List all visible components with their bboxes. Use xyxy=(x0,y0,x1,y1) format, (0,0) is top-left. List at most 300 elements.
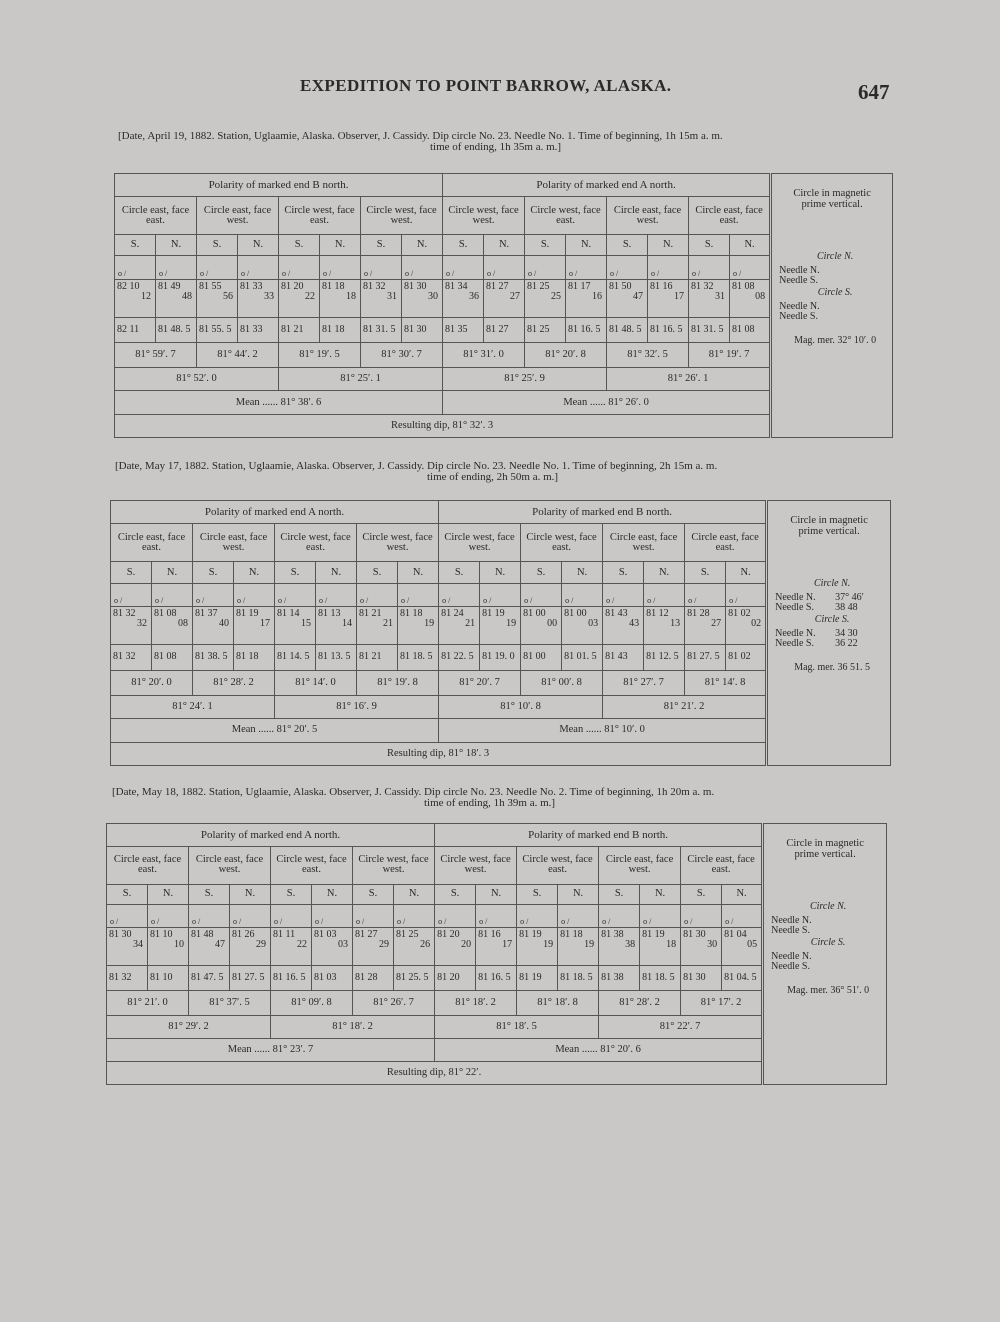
reading-first: 81 24 xyxy=(441,607,464,619)
circle-s-needle-s xyxy=(779,312,891,322)
reading-first: 81 25 xyxy=(396,929,419,941)
average-cell: 81 22. 5 xyxy=(439,645,480,670)
deg-min-marker: o / xyxy=(107,905,148,928)
average-cell: 81 27. 5 xyxy=(685,645,726,670)
reading-first: 81 03 xyxy=(314,929,337,941)
reading-first: 81 13 xyxy=(318,607,341,619)
face-header-right: Circle west, face west. xyxy=(435,846,517,884)
average-cell: 81 18. 5 xyxy=(558,965,599,990)
reading-first: 81 26 xyxy=(232,929,255,941)
reading-cell xyxy=(152,606,193,644)
reading-second: 19 xyxy=(584,939,595,951)
average-cell: 81 18. 5 xyxy=(640,965,681,990)
deg-min-marker: o / xyxy=(353,905,394,928)
sn-header: N. xyxy=(476,884,517,905)
resulting-dip: Resulting dip, 81° 32′. 3 xyxy=(115,414,771,437)
deg-min-marker: o / xyxy=(357,583,398,606)
circle-n-needle-s-value: 38 48 xyxy=(835,602,858,613)
reading-second: 34 xyxy=(133,939,143,951)
combined-cell: 81° 19′. 8 xyxy=(357,670,439,695)
reading-second: 15 xyxy=(301,617,311,629)
reading-second: 13 xyxy=(670,617,681,629)
face-header-left: Circle west, face west. xyxy=(357,524,439,562)
reading-second: 14 xyxy=(342,617,352,629)
deg-min-marker: o / xyxy=(648,256,689,279)
deg-min-marker: o / xyxy=(361,256,402,279)
reading-cell xyxy=(279,279,320,317)
polarity-left: Polarity of marked end A north. xyxy=(107,824,435,847)
deg-min-marker: o / xyxy=(484,256,525,279)
deg-min-marker: o / xyxy=(230,905,271,928)
deg-min-marker: o / xyxy=(689,256,730,279)
reading-second: 40 xyxy=(219,617,229,629)
sn-header: S. xyxy=(353,884,394,905)
reading-second: 20 xyxy=(461,939,472,951)
average-cell: 81 19 xyxy=(517,965,558,990)
face-header-right: Circle west, face east. xyxy=(525,197,607,235)
reading-cell xyxy=(394,928,435,966)
combined-cell: 81° 32′. 5 xyxy=(607,342,689,367)
circle-s-label: Circle S. xyxy=(817,287,853,298)
deg-min-marker: o / xyxy=(607,256,648,279)
sn-header: N. xyxy=(648,235,689,256)
reading-second: 22 xyxy=(305,290,315,302)
sn-header: S. xyxy=(115,235,156,256)
average-cell: 81 27 xyxy=(484,317,525,342)
reading-cell xyxy=(230,928,271,966)
reading-first: 81 50 xyxy=(609,280,632,292)
caption-line-1: [Date, April 19, 1882. Station, Uglaamie, Alaska. Observer, J. Cassidy. Dip circle No. 23. Needle No. 1. Time of beginning, 1h 15m a. m. xyxy=(118,130,723,142)
reading-cell xyxy=(275,606,316,644)
reading-cell xyxy=(722,928,763,966)
average-cell: 81 18 xyxy=(234,645,275,670)
block-caption xyxy=(115,461,717,483)
reading-cell xyxy=(238,279,279,317)
sn-header: N. xyxy=(562,562,603,583)
circle-s-label: Circle S. xyxy=(814,614,850,625)
reading-second: 31 xyxy=(715,290,726,302)
deg-min-marker: o / xyxy=(517,905,558,928)
polarity-right: Polarity of marked end B north. xyxy=(439,501,767,524)
sn-header: S. xyxy=(603,562,644,583)
deg-min-marker: o / xyxy=(443,256,484,279)
reading-cell xyxy=(562,606,603,644)
combined-cell: 81° 21′. 0 xyxy=(107,990,189,1015)
circle-s-needle-n-label: Needle N. xyxy=(775,628,816,639)
reading-cell xyxy=(607,279,648,317)
reading-second: 21 xyxy=(383,617,393,629)
face-header-right: Circle east, face west. xyxy=(607,197,689,235)
average-cell: 81 16. 5 xyxy=(566,317,607,342)
deg-min-marker: o / xyxy=(275,583,316,606)
reading-second: 48 xyxy=(182,290,192,302)
sn-header: N. xyxy=(238,235,279,256)
deg-min-marker: o / xyxy=(189,905,230,928)
reading-first: 81 17 xyxy=(568,280,591,292)
deg-min-marker: o / xyxy=(152,583,193,606)
reading-second: 19 xyxy=(543,939,554,951)
reading-second: 27 xyxy=(711,617,722,629)
reading-second: 31 xyxy=(387,290,397,302)
circle-s-needle-s xyxy=(771,962,885,972)
circle-n-needle-s-label: Needle S. xyxy=(771,925,810,936)
pair-mean-cell: 81° 29′. 2 xyxy=(107,1016,271,1039)
average-cell: 81 25. 5 xyxy=(394,965,435,990)
average-cell: 81 35 xyxy=(443,317,484,342)
dip-table xyxy=(106,823,886,1085)
average-cell: 81 03 xyxy=(312,965,353,990)
reading-second: 03 xyxy=(588,617,599,629)
reading-second: 18 xyxy=(346,290,356,302)
circle-s-needle-s-label: Needle S. xyxy=(771,961,810,972)
mag-mer: Mag. mer. 36° 51′. 0 xyxy=(787,985,870,996)
reading-first: 81 32 xyxy=(691,280,714,292)
reading-second: 26 xyxy=(420,939,431,951)
average-cell: 81 43 xyxy=(603,645,644,670)
deg-min-marker: o / xyxy=(480,583,521,606)
deg-min-marker: o / xyxy=(402,256,443,279)
reading-second: 33 xyxy=(264,290,274,302)
sn-header: N. xyxy=(644,562,685,583)
reading-first: 81 18 xyxy=(322,280,345,292)
circle-n-needle-s xyxy=(779,276,891,286)
pair-mean-cell: 81° 10′. 8 xyxy=(439,696,603,719)
reading-cell xyxy=(115,279,156,317)
circle-n-label: Circle N. xyxy=(813,578,851,589)
reading-second: 02 xyxy=(751,617,762,629)
reading-first: 82 10 xyxy=(117,280,140,292)
sn-header: S. xyxy=(197,235,238,256)
reading-cell xyxy=(689,279,730,317)
mag-body xyxy=(769,579,889,673)
reading-cell xyxy=(648,279,689,317)
face-header-left: Circle east, face west. xyxy=(193,524,275,562)
reading-first: 81 18 xyxy=(560,929,583,941)
face-header-right: Circle east, face east. xyxy=(681,846,763,884)
reading-second: 30 xyxy=(428,290,439,302)
face-header-right: Circle east, face east. xyxy=(685,524,767,562)
reading-second: 19 xyxy=(424,617,435,629)
face-header-left: Circle east, face east. xyxy=(107,846,189,884)
reading-second: 16 xyxy=(592,290,603,302)
reading-cell xyxy=(439,606,480,644)
reading-second: 03 xyxy=(338,939,348,951)
face-header-left: Circle east, face west. xyxy=(189,846,271,884)
reading-cell xyxy=(271,928,312,966)
sn-header: N. xyxy=(312,884,353,905)
reading-first: 81 14 xyxy=(277,607,300,619)
average-cell: 81 16. 5 xyxy=(648,317,689,342)
sn-header: S. xyxy=(521,562,562,583)
average-cell: 81 18. 5 xyxy=(398,645,439,670)
sn-header: S. xyxy=(361,235,402,256)
reading-cell xyxy=(443,279,484,317)
caption-line-2: time of ending, 2h 50m a. m.] xyxy=(427,471,559,483)
mag-mer: Mag. mer. 32° 10′. 0 xyxy=(794,335,877,346)
resulting-dip: Resulting dip, 81° 22′. xyxy=(107,1061,763,1084)
caption-line-2: time of ending, 1h 35m a. m.] xyxy=(430,141,562,153)
sn-header: N. xyxy=(320,235,361,256)
circle-n-needle-n-value: 37° 46′ xyxy=(835,592,864,603)
sn-header: N. xyxy=(640,884,681,905)
average-cell: 81 12. 5 xyxy=(644,645,685,670)
reading-first: 81 19 xyxy=(236,607,259,619)
sn-header: S. xyxy=(599,884,640,905)
reading-first: 81 19 xyxy=(519,929,542,941)
reading-cell xyxy=(361,279,402,317)
average-cell: 81 14. 5 xyxy=(275,645,316,670)
sn-header: S. xyxy=(607,235,648,256)
face-header-left: Circle west, face west. xyxy=(361,197,443,235)
average-cell: 81 31. 5 xyxy=(689,317,730,342)
reading-first: 81 00 xyxy=(564,607,587,619)
average-cell: 81 13. 5 xyxy=(316,645,357,670)
combined-cell: 81° 18′. 2 xyxy=(435,990,517,1015)
average-cell: 81 20 xyxy=(435,965,476,990)
sn-header: N. xyxy=(234,562,275,583)
reading-second: 17 xyxy=(502,939,513,951)
average-cell: 81 08 xyxy=(152,645,193,670)
sn-header: N. xyxy=(566,235,607,256)
resulting-dip: Resulting dip, 81° 18′. 3 xyxy=(111,742,767,765)
deg-min-marker: o / xyxy=(312,905,353,928)
circle-n-label: Circle N. xyxy=(809,901,847,912)
deg-min-marker: o / xyxy=(398,583,439,606)
deg-min-marker: o / xyxy=(640,905,681,928)
deg-min-marker: o / xyxy=(644,583,685,606)
reading-first: 81 04 xyxy=(724,929,747,941)
pair-mean-cell: 81° 25′. 1 xyxy=(279,368,443,391)
deg-min-marker: o / xyxy=(279,256,320,279)
reading-first: 81 19 xyxy=(482,607,505,619)
reading-second: 25 xyxy=(551,290,562,302)
sn-header: N. xyxy=(484,235,525,256)
mean-left: Mean ...... 81° 38′. 6 xyxy=(115,391,443,414)
sn-header: N. xyxy=(316,562,357,583)
face-header-left: Circle west, face west. xyxy=(353,846,435,884)
reading-cell xyxy=(525,279,566,317)
combined-cell: 81° 20′. 0 xyxy=(111,670,193,695)
average-cell: 81 25 xyxy=(525,317,566,342)
reading-second: 29 xyxy=(256,939,266,951)
reading-cell xyxy=(189,928,230,966)
average-cell: 81 01. 5 xyxy=(562,645,603,670)
reading-second: 18 xyxy=(666,939,677,951)
reading-first: 81 32 xyxy=(113,607,136,619)
circle-n-needle-n-label: Needle N. xyxy=(771,915,812,926)
circle-n-needle-s xyxy=(771,926,885,936)
sn-header: N. xyxy=(722,884,763,905)
sn-header: S. xyxy=(111,562,152,583)
circle-s-needle-n-label: Needle N. xyxy=(779,301,820,312)
reading-second: 32 xyxy=(137,617,147,629)
sn-header: N. xyxy=(394,884,435,905)
average-cell: 81 27. 5 xyxy=(230,965,271,990)
page-title: EXPEDITION TO POINT BARROW, ALASKA. xyxy=(300,76,672,95)
reading-first: 81 28 xyxy=(687,607,710,619)
sn-header: S. xyxy=(689,235,730,256)
combined-cell: 81° 20′. 7 xyxy=(439,670,521,695)
reading-first: 81 19 xyxy=(642,929,665,941)
combined-cell: 81° 17′. 2 xyxy=(681,990,763,1015)
face-header-left: Circle east, face west. xyxy=(197,197,279,235)
mag-header: Circle in magnetic prime vertical. xyxy=(786,838,864,860)
reading-cell xyxy=(156,279,197,317)
page-number: 647 xyxy=(858,80,890,104)
deg-min-marker: o / xyxy=(111,583,152,606)
face-header-right: Circle east, face west. xyxy=(603,524,685,562)
average-cell: 81 16. 5 xyxy=(271,965,312,990)
deg-min-marker: o / xyxy=(685,583,726,606)
deg-min-marker: o / xyxy=(525,256,566,279)
combined-cell: 81° 28′. 2 xyxy=(193,670,275,695)
block-caption xyxy=(118,131,723,153)
reading-first: 81 11 xyxy=(273,929,296,941)
polarity-right: Polarity of marked end A north. xyxy=(443,174,771,197)
deg-min-marker: o / xyxy=(562,583,603,606)
reading-second: 19 xyxy=(506,617,517,629)
reading-cell xyxy=(730,279,771,317)
average-cell: 81 16. 5 xyxy=(476,965,517,990)
pair-mean-cell: 81° 26′. 1 xyxy=(607,368,771,391)
deg-min-marker: o / xyxy=(394,905,435,928)
reading-second: 12 xyxy=(141,290,151,302)
magnetic-prime-vertical xyxy=(767,501,891,766)
sn-header: S. xyxy=(517,884,558,905)
average-cell: 81 30 xyxy=(402,317,443,342)
block-caption xyxy=(112,787,714,809)
average-cell: 81 55. 5 xyxy=(197,317,238,342)
circle-s-label: Circle S. xyxy=(810,937,846,948)
pair-mean-cell: 81° 18′. 2 xyxy=(271,1016,435,1039)
reading-first: 81 32 xyxy=(363,280,386,292)
combined-cell: 81° 26′. 7 xyxy=(353,990,435,1015)
circle-n-label: Circle N. xyxy=(816,251,854,262)
reading-first: 81 27 xyxy=(355,929,378,941)
reading-second: 08 xyxy=(178,617,188,629)
reading-cell xyxy=(599,928,640,966)
sn-header: S. xyxy=(435,884,476,905)
deg-min-marker: o / xyxy=(558,905,599,928)
pair-mean-cell: 81° 52′. 0 xyxy=(115,368,279,391)
average-cell: 81 47. 5 xyxy=(189,965,230,990)
caption-line-1: [Date, May 18, 1882. Station, Uglaamie, Alaska. Observer, J. Cassidy. Dip circle No. 23. Needle No. 2. Time of beginning, 1h 20m a. m. xyxy=(112,786,715,798)
average-cell: 81 32 xyxy=(107,965,148,990)
face-header-right: Circle east, face east. xyxy=(689,197,771,235)
reading-first: 81 38 xyxy=(601,929,624,941)
reading-second: 05 xyxy=(747,939,758,951)
face-header-left: Circle east, face east. xyxy=(111,524,193,562)
circle-s-needle-s-value: 36 22 xyxy=(835,638,858,649)
face-header-left: Circle west, face east. xyxy=(271,846,353,884)
sn-header: S. xyxy=(189,884,230,905)
deg-min-marker: o / xyxy=(115,256,156,279)
reading-second: 38 xyxy=(625,939,636,951)
reading-second: 17 xyxy=(674,290,685,302)
reading-cell xyxy=(726,606,767,644)
sn-header: S. xyxy=(107,884,148,905)
reading-cell xyxy=(107,928,148,966)
reading-cell xyxy=(566,279,607,317)
deg-min-marker: o / xyxy=(316,583,357,606)
average-cell: 81 08 xyxy=(730,317,771,342)
reading-first: 81 30 xyxy=(404,280,427,292)
combined-cell: 81° 30′. 7 xyxy=(361,342,443,367)
reading-first: 81 08 xyxy=(732,280,755,292)
sn-header: S. xyxy=(279,235,320,256)
sn-header: S. xyxy=(685,562,726,583)
average-cell: 81 00 xyxy=(521,645,562,670)
combined-cell: 81° 27′. 7 xyxy=(603,670,685,695)
reading-second: 17 xyxy=(260,617,270,629)
reading-first: 81 34 xyxy=(445,280,468,292)
reading-first: 81 12 xyxy=(646,607,669,619)
deg-min-marker: o / xyxy=(271,905,312,928)
combined-cell: 81° 14′. 8 xyxy=(685,670,767,695)
reading-cell xyxy=(197,279,238,317)
reading-cell xyxy=(353,928,394,966)
reading-first: 81 08 xyxy=(154,607,177,619)
reading-cell xyxy=(435,928,476,966)
reading-first: 81 10 xyxy=(150,929,173,941)
magnetic-prime-vertical xyxy=(763,824,887,1085)
reading-cell xyxy=(558,928,599,966)
deg-min-marker: o / xyxy=(599,905,640,928)
combined-cell: 81° 14′. 0 xyxy=(275,670,357,695)
combined-cell: 81° 19′. 7 xyxy=(689,342,771,367)
average-cell: 81 31. 5 xyxy=(361,317,402,342)
polarity-right: Polarity of marked end B north. xyxy=(435,824,763,847)
combined-cell: 81° 00′. 8 xyxy=(521,670,603,695)
reading-first: 81 55 xyxy=(199,280,222,292)
circle-n-needle-s xyxy=(775,603,889,613)
average-cell: 81 02 xyxy=(726,645,767,670)
mag-header: Circle in magnetic prime vertical. xyxy=(790,515,868,537)
mean-left: Mean ...... 81° 20′. 5 xyxy=(111,719,439,742)
deg-min-marker: o / xyxy=(476,905,517,928)
reading-second: 21 xyxy=(465,617,476,629)
reading-cell xyxy=(148,928,189,966)
deg-min-marker: o / xyxy=(193,583,234,606)
average-cell: 81 32 xyxy=(111,645,152,670)
deg-min-marker: o / xyxy=(726,583,767,606)
circle-s-needle-n-value: 34 30 xyxy=(835,628,858,639)
reading-second: 30 xyxy=(707,939,718,951)
polarity-left: Polarity of marked end A north. xyxy=(111,501,439,524)
combined-cell: 81° 28′. 2 xyxy=(599,990,681,1015)
sn-header: N. xyxy=(558,884,599,905)
deg-min-marker: o / xyxy=(730,256,771,279)
combined-cell: 81° 09′. 8 xyxy=(271,990,353,1015)
reading-first: 81 18 xyxy=(400,607,423,619)
face-header-left: Circle east, face east. xyxy=(115,197,197,235)
reading-cell xyxy=(685,606,726,644)
deg-min-marker: o / xyxy=(439,583,480,606)
reading-first: 81 16 xyxy=(478,929,501,941)
face-header-right: Circle west, face east. xyxy=(517,846,599,884)
average-cell: 81 48. 5 xyxy=(607,317,648,342)
reading-second: 47 xyxy=(215,939,225,951)
reading-second: 29 xyxy=(379,939,389,951)
pair-mean-cell: 81° 18′. 5 xyxy=(435,1016,599,1039)
sn-header: S. xyxy=(525,235,566,256)
face-header-right: Circle east, face west. xyxy=(599,846,681,884)
circle-n-needle-n-label: Needle N. xyxy=(779,265,820,276)
face-header-right: Circle west, face east. xyxy=(521,524,603,562)
face-header-left: Circle west, face east. xyxy=(279,197,361,235)
reading-second: 10 xyxy=(174,939,184,951)
reading-first: 81 30 xyxy=(683,929,706,941)
